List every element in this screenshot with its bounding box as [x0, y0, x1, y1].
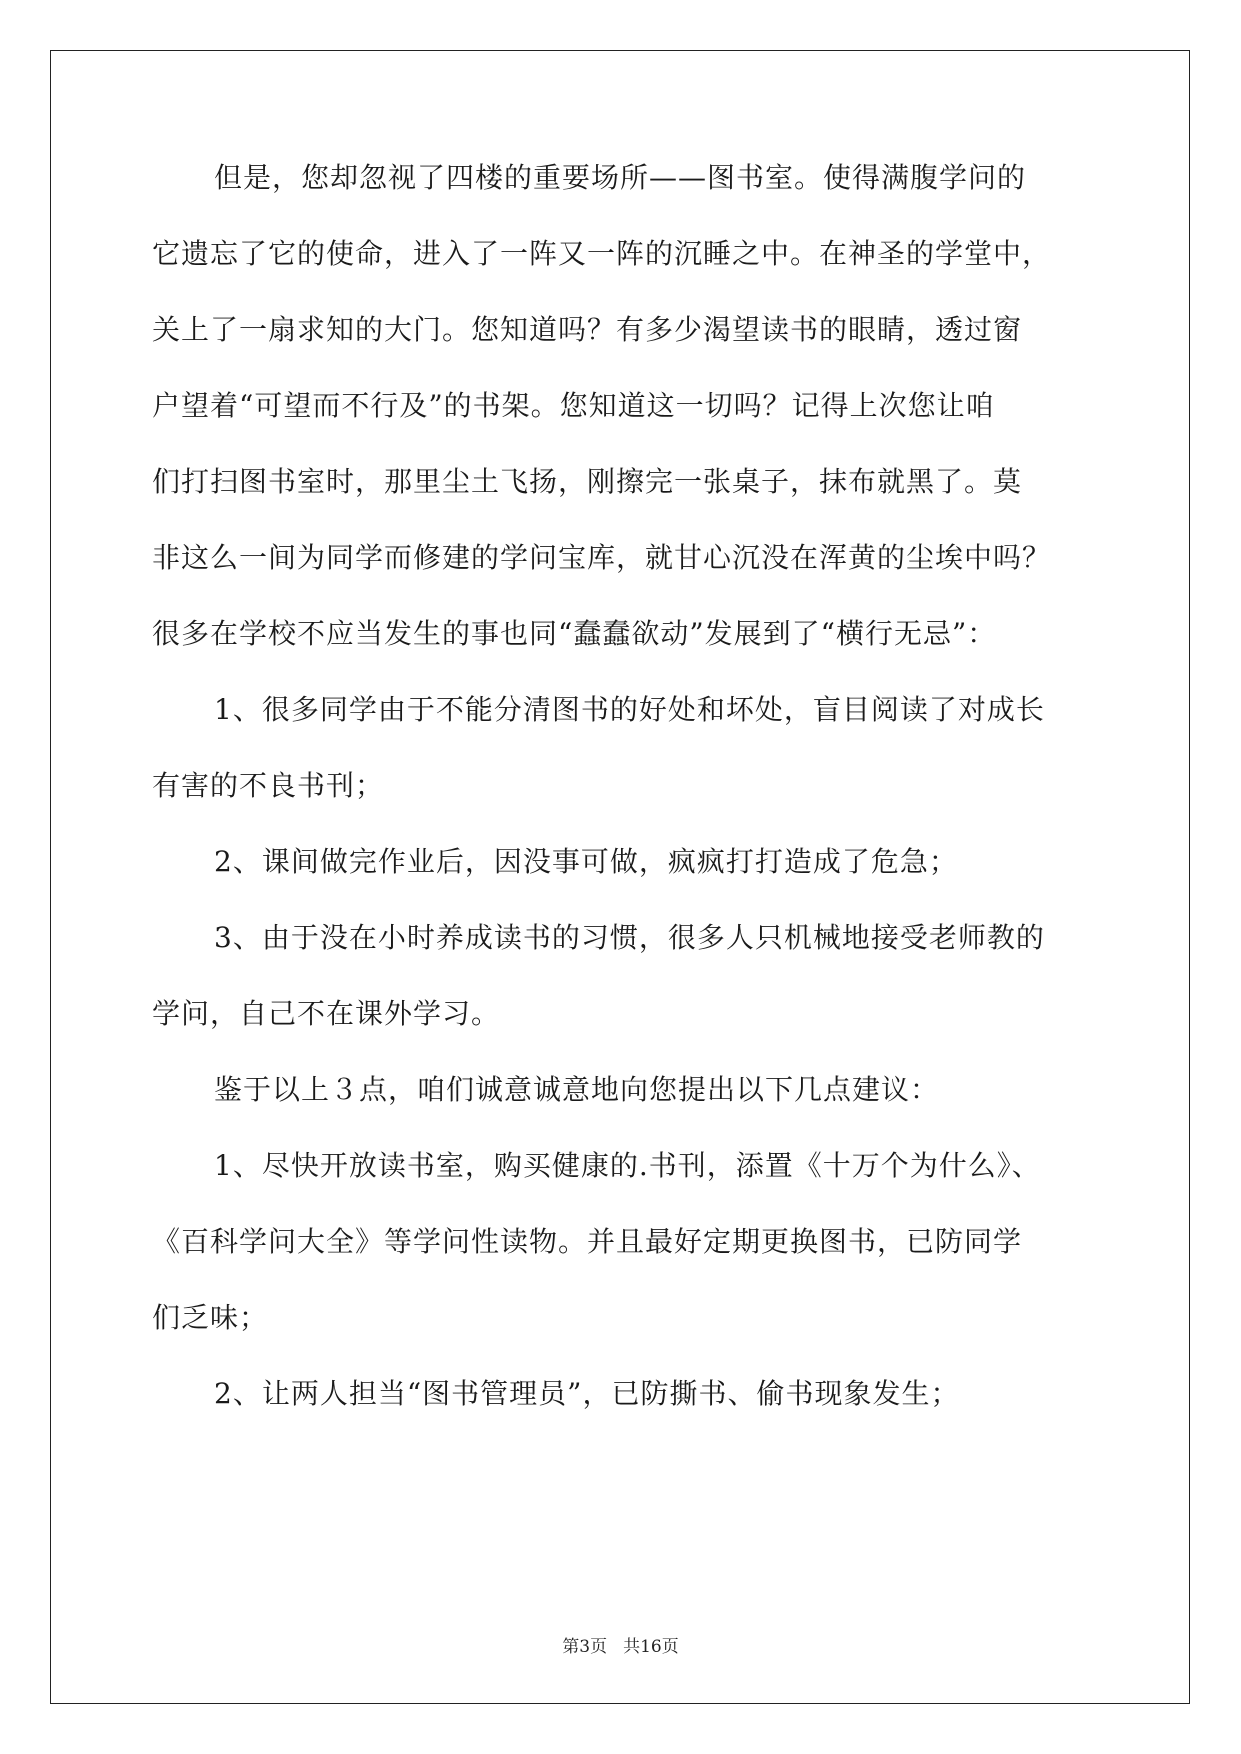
list-item-line: 1、很多同学由于不能分清图书的好处和坏处，盲目阅读了对成长 [214, 693, 1045, 726]
page-footer [0, 1632, 1241, 1657]
list-item-line: 有害的不良书刊； [152, 769, 385, 802]
text-line: 户望着“可望而不行及”的书架。您知道这一切吗？记得上次您让咱 [152, 389, 995, 422]
list-item-line: 2、让两人担当“图书管理员”，已防撕书、偷书现象发生； [214, 1377, 960, 1410]
page-total: 共16页 [623, 1637, 679, 1657]
text-line: 很多在学校不应当发生的事也同“蠢蠢欲动”发展到了“横行无忌”： [152, 617, 997, 650]
text-line: 它遗忘了它的使命，进入了一阵又一阵的沉睡之中。在神圣的学堂中， [152, 237, 1052, 270]
list-item-line: 《百科学问大全》等学问性读物。并且最好定期更换图书，已防同学 [152, 1225, 1023, 1258]
list-item-line: 学问，自己不在课外学习。 [152, 997, 501, 1030]
text-line: 关上了一扇求知的大门。您知道吗？有多少渴望读书的眼睛，透过窗 [152, 313, 1023, 346]
text-line: 们打扫图书室时，那里尘土飞扬，刚擦完一张桌子，抹布就黑了。莫 [152, 465, 1023, 498]
page-number: 第3页 [562, 1637, 608, 1657]
text-line: 非这么一间为同学而修建的学问宝库，就甘心沉没在浑黄的尘埃中吗？ [152, 541, 1052, 574]
text-line: 但是，您却忽视了四楼的重要场所——图书室。使得满腹学问的 [214, 161, 1027, 194]
list-item-line: 1、尽快开放读书室，购买健康的.书刊，添置《十万个为什么》、 [214, 1149, 1041, 1182]
text-line: 鉴于以上３点，咱们诚意诚意地向您提出以下几点建议： [214, 1073, 940, 1106]
list-item-line: 3、由于没在小时养成读书的习惯，很多人只机械地接受老师教的 [214, 921, 1045, 954]
list-item-line: 们乏味； [152, 1301, 269, 1334]
list-item-line: 2、课间做完作业后，因没事可做，疯疯打打造成了危急； [214, 845, 958, 878]
document-body [152, 160, 1092, 1452]
